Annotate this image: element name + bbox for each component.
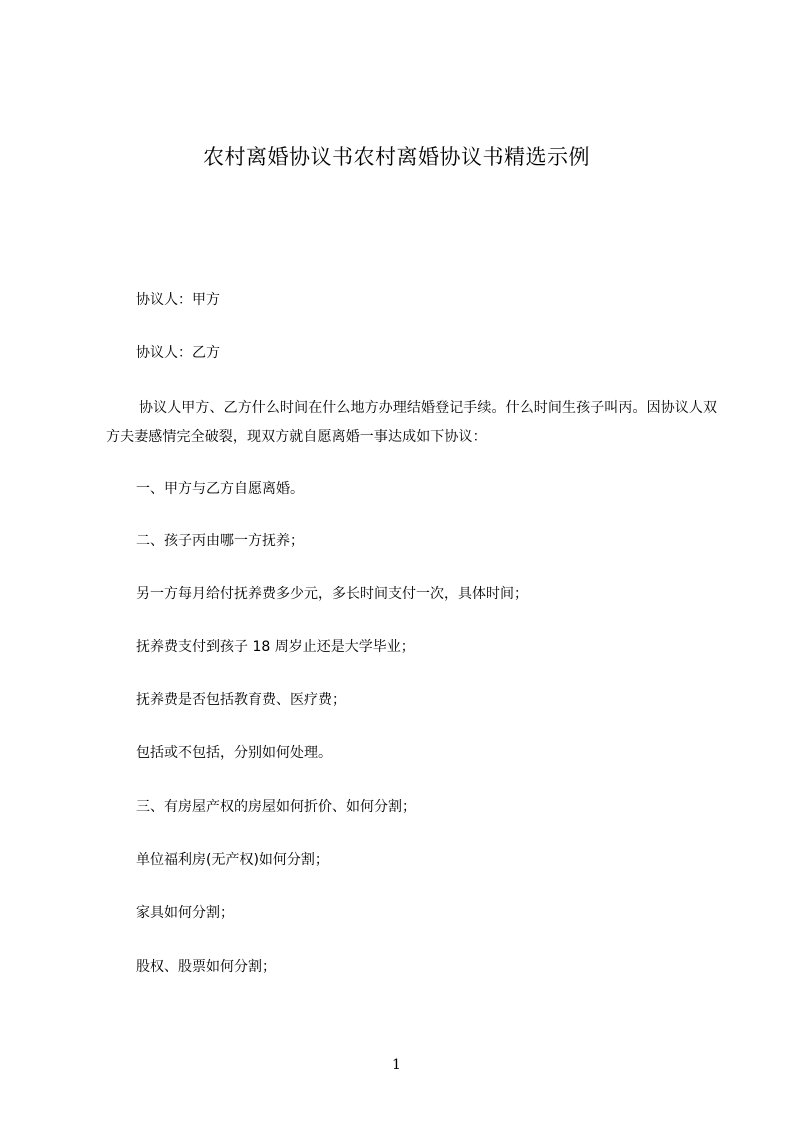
- party-a-line: 协议人：甲方: [136, 292, 220, 308]
- clause-line: 家具如何分割；: [136, 905, 234, 921]
- intro-paragraph: 协议人甲方、乙方什么时间在什么地方办理结婚登记手续。什么时间生孩子叫丙。因协议人双方夫妻感情完全破裂，现双方就自愿离婚一事达成如下协议：: [106, 400, 718, 445]
- clause-line: 抚养费支付到孩子 18 周岁止还是大学毕业；: [136, 639, 415, 655]
- clause-line: 二、孩子丙由哪一方抚养；: [136, 533, 304, 549]
- clause-line: 股权、股票如何分割；: [136, 959, 276, 975]
- clause-line: 三、有房屋产权的房屋如何折价、如何分割；: [136, 799, 416, 815]
- page-number: 1: [392, 1057, 401, 1073]
- clause-line: 一、甲方与乙方自愿离婚。: [136, 481, 304, 497]
- clause-line: 包括或不包括，分别如何处理。: [136, 745, 332, 761]
- document-title: 农村离婚协议书农村离婚协议书精选示例: [203, 145, 590, 169]
- party-b-line: 协议人：乙方: [136, 345, 220, 361]
- clause-line: 单位福利房(无产权)如何分割；: [136, 852, 329, 868]
- clause-line: 抚养费是否包括教育费、医疗费；: [136, 692, 346, 708]
- clause-line: 另一方每月给付抚养费多少元，多长时间支付一次，具体时间；: [136, 586, 528, 602]
